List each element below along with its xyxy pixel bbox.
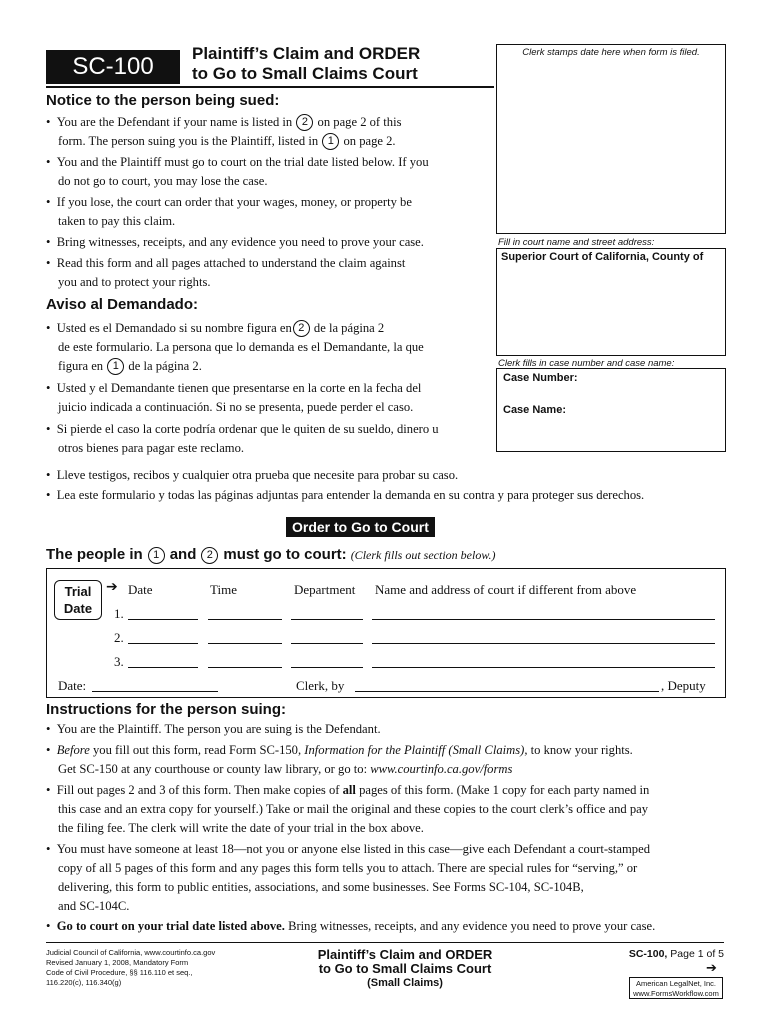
deputy-label: , Deputy bbox=[661, 678, 706, 693]
list-item: • If you lose, the court can order that your wages, money, or property be taken to pay this claim. bbox=[46, 195, 412, 228]
title-line-1: Plaintiff’s Claim and ORDER bbox=[192, 44, 421, 63]
order-date-label: Date: bbox=[58, 678, 87, 693]
clerk-stamp-label: Clerk stamps date here when form is filed. bbox=[522, 47, 700, 58]
row-number: 1. bbox=[114, 606, 124, 621]
circle-two-icon: 2 bbox=[296, 114, 313, 131]
publisher-box: American LegalNet, Inc. www.FormsWorkflow.com bbox=[629, 977, 723, 999]
circle-one-icon: 1 bbox=[148, 547, 165, 564]
trial-date-2-field[interactable] bbox=[128, 643, 198, 644]
list-item: • Lleve testigos, recibos y cualquier otra prueba que necesite para probar su caso. bbox=[46, 468, 459, 482]
clerk-signature-field[interactable] bbox=[355, 691, 659, 692]
row-number: 2. bbox=[114, 630, 124, 645]
list-item: • Bring witnesses, receipts, and any evidence you need to prove your case. bbox=[46, 235, 424, 249]
people-must-go-line: The people in 1 and 2 must go to court: (Clerk fills out section below.) bbox=[46, 546, 496, 563]
list-item: • Si pierde el caso la corte podría ordenar que le quiten de su sueldo, dinero u otros bienes para pagar este reclamo. bbox=[46, 422, 439, 455]
list-item: • You are the Plaintiff. The person you are suing is the Defendant. bbox=[46, 722, 381, 736]
header-rule bbox=[46, 86, 494, 88]
trial-time-1-field[interactable] bbox=[208, 619, 282, 620]
col-time-header: Time bbox=[210, 582, 237, 597]
notice-heading: Notice to the person being sued: bbox=[46, 92, 280, 109]
trial-date-3-field[interactable] bbox=[128, 667, 198, 668]
trial-date-label: Trial Date bbox=[54, 580, 102, 620]
list-item: • Go to court on your trial date listed above. Bring witnesses, receipts, and any evidence you need to prove your case. bbox=[46, 919, 656, 933]
form-title bbox=[192, 44, 420, 84]
col-address-header: Name and address of court if different from above bbox=[375, 582, 637, 597]
list-item: • Usted y el Demandante tienen que presentarse en la corte en la fecha del juicio indicada a continuación. Si no se presenta, puede perder el caso. bbox=[46, 381, 422, 414]
case-number-label: Case Number: bbox=[503, 372, 578, 384]
trial-dept-1-field[interactable] bbox=[291, 619, 363, 620]
circle-two-icon: 2 bbox=[293, 320, 310, 337]
footer-page-number: SC-100, Page 1 of 5 bbox=[628, 948, 724, 960]
aviso-list-wide bbox=[46, 466, 746, 505]
trial-address-1-field[interactable] bbox=[372, 619, 715, 620]
trial-dept-2-field[interactable] bbox=[291, 643, 363, 644]
case-info-box[interactable] bbox=[496, 368, 726, 452]
trial-date-1-field[interactable] bbox=[128, 619, 198, 620]
court-name-box[interactable] bbox=[496, 248, 726, 356]
court-label: Fill in court name and street address: bbox=[498, 237, 655, 248]
trial-time-2-field[interactable] bbox=[208, 643, 282, 644]
list-item: • You must have someone at least 18—not you or anyone else listed in this case—give each Defendant a court-stamped copy of all 5 pages of this form and any pages this form tells you to attach. There are special rules for “serving,” or delivering, this form to public entities, associations, and some businesses. See Forms SC-104, SC-104B, and SC-104C. bbox=[46, 842, 650, 913]
trial-address-3-field[interactable] bbox=[372, 667, 715, 668]
list-item: • Read this form and all pages attached to understand the claim against you and to protect your rights. bbox=[46, 256, 406, 289]
list-item: • Lea este formulario y todas las páginas adjuntas para entender la demanda en su contra y para proteger sus derechos. bbox=[46, 488, 645, 502]
case-label: Clerk fills in case number and case name: bbox=[498, 358, 675, 369]
circle-two-icon: 2 bbox=[201, 547, 218, 564]
trial-time-3-field[interactable] bbox=[208, 667, 282, 668]
trial-dept-3-field[interactable] bbox=[291, 667, 363, 668]
notice-list bbox=[46, 113, 486, 292]
court-name-value: Superior Court of California, County of bbox=[501, 251, 704, 263]
list-item: • Fill out pages 2 and 3 of this form. Then make copies of all pages of this form. (Make 1 copy for each party named in this case and an extra copy for yourself.) Take or mail the original and these copies to the court clerk’s office and pay the filing fee. The clerk will write the date of your trial in the box above. bbox=[46, 783, 650, 835]
footer-rule bbox=[46, 942, 724, 943]
arrow-right-icon: ➔ bbox=[706, 960, 717, 975]
list-item: • Usted es el Demandado si su nombre figura en 2 de la página 2 de este formulario. La persona que lo demanda es el Demandante, la que figura en 1 de la página 2. bbox=[46, 321, 424, 373]
row-number: 3. bbox=[114, 654, 124, 669]
title-line-2: to Go to Small Claims Court bbox=[192, 64, 418, 83]
courtinfo-link[interactable]: www.courtinfo.ca.gov/forms bbox=[370, 762, 513, 776]
col-department-header: Department bbox=[294, 582, 356, 597]
instructions-list bbox=[46, 720, 736, 936]
trial-address-2-field[interactable] bbox=[372, 643, 715, 644]
aviso-heading: Aviso al Demandado: bbox=[46, 296, 198, 313]
list-item: • Before you fill out this form, read Form SC-150, Information for the Plaintiff (Small Claims), to know your rights. Get SC-150 at any courthouse or county law library, or go to: www.courtinfo.ca.gov/forms bbox=[46, 743, 633, 776]
aviso-list bbox=[46, 319, 496, 458]
order-heading-bar: Order to Go to Court bbox=[286, 517, 435, 537]
clerk-by-label: Clerk, by bbox=[296, 678, 345, 693]
list-item: • You are the Defendant if your name is listed in 2 on page 2 of this form. The person suing you is the Plaintiff, listed in 1 on page 2. bbox=[46, 115, 402, 148]
circle-one-icon: 1 bbox=[322, 133, 339, 150]
footer-left: Judicial Council of California, www.courtinfo.ca.gov Revised January 1, 2008, Mandatory Form Code of Civil Procedure, §§ 116.110 et seq., 116.220(c), 116.340(g) bbox=[46, 948, 216, 987]
col-date-header: Date bbox=[128, 582, 153, 597]
form-id-badge: SC-100 bbox=[46, 50, 180, 84]
instructions-heading: Instructions for the person suing: bbox=[46, 701, 287, 718]
footer-center: Plaintiff’s Claim and ORDER to Go to Small Claims Court (Small Claims) bbox=[317, 947, 493, 989]
arrow-right-icon: ➔ bbox=[106, 578, 118, 594]
case-name-label: Case Name: bbox=[503, 404, 566, 416]
circle-one-icon: 1 bbox=[107, 358, 124, 375]
clerk-stamp-box[interactable] bbox=[496, 44, 726, 234]
list-item: • You and the Plaintiff must go to court on the trial date listed below. If you do not go to court, you may lose the case. bbox=[46, 155, 429, 188]
order-date-field[interactable] bbox=[92, 691, 218, 692]
